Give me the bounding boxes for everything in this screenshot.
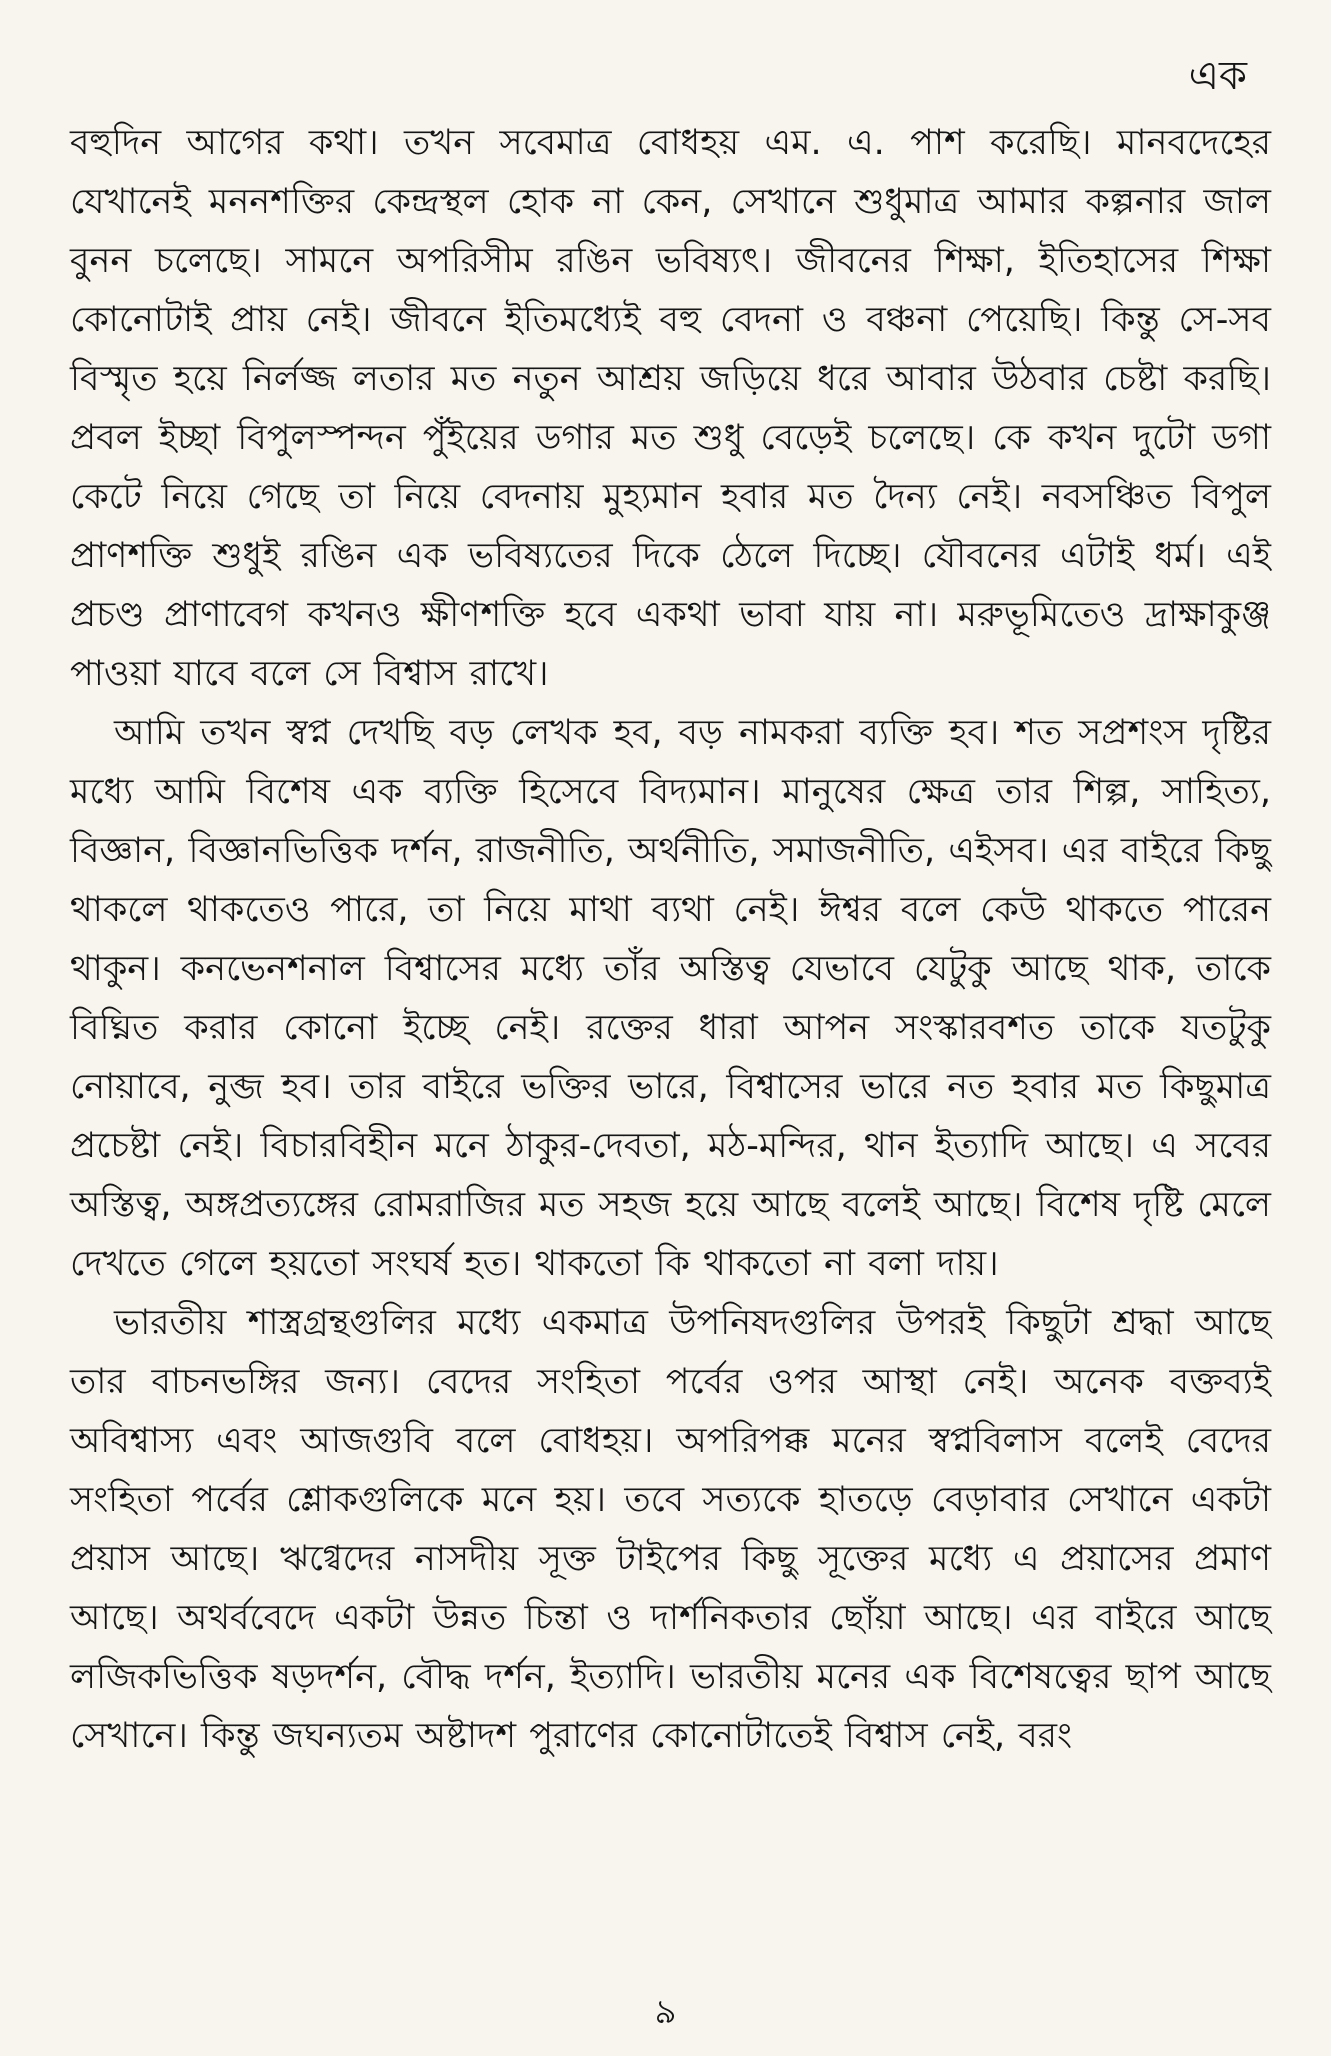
paragraph-3: ভারতীয় শাস্ত্রগ্রন্থগুলির মধ্যে একমাত্র উপনিষদগুলির উপরই কিছুটা শ্রদ্ধা আছে তার বাচনভঙ্গির জন্য। বেদের সংহিতা পর্বের ওপর আস্থা নেই। অনেক বক্তব্যই অবিশ্বাস্য এবং আজগুবি বলে বোধহয়। অপরিপক্ক মনের স্বপ্নবিলাস বলেই বেদের সংহিতা পর্বের শ্লোকগুলিকে মনে হয়। তবে সত্যকে হাতড়ে বেড়াবার সেখানে একটা প্রয়াস আছে। ঋগ্বেদের নাসদীয় সূক্ত টাইপের কিছু সূক্তের মধ্যে এ প্রয়াসের প্রমাণ আছে। অথর্ববেদে একটা উন্নত চিন্তা ও দার্শনিকতার ছোঁয়া আছে। এর বাইরে আছে লজিকভিত্তিক ষড়দর্শন, বৌদ্ধ দর্শন, ইত্যাদি। ভারতীয় মনের এক বিশেষত্বের ছাপ আছে সেখানে। কিন্তু জঘন্যতম অষ্টাদশ পুরাণের কোনোটাতেই বিশ্বাস নেই, বরং <box>70 1303 1271 1756</box>
chapter-title: এক <box>1188 53 1247 99</box>
paragraph-1: বহুদিন আগের কথা। তখন সবেমাত্র বোধহয় এম. এ. পাশ করেছি। মানবদেহের যেখানেই মননশক্তির কেন্দ্রস্থল হোক না কেন, সেখানে শুধুমাত্র আমার কল্পনার জাল বুনন চলেছে। সামনে অপরিসীম রঙিন ভবিষ্যৎ। জীবনের শিক্ষা, ইতিহাসের শিক্ষা কোনোটাই প্রায় নেই। জীবনে ইতিমধ্যেই বহু বেদনা ও বঞ্চনা পেয়েছি। কিন্তু সে-সব বিস্মৃত হয়ে নির্লজ্জ লতার মত নতুন আশ্রয় জড়িয়ে ধরে আবার উঠবার চেষ্টা করছি। প্রবল ইচ্ছা বিপুলস্পন্দন পুঁইয়ের ডগার মত শুধু বেড়েই চলেছে। কে কখন দুটো ডগা কেটে নিয়ে গেছে তা নিয়ে বেদনায় মুহ্যমান হবার মত দৈন্য নেই। নবসঞ্চিত বিপুল প্রাণশক্তি শুধুই রঙিন এক ভবিষ্যতের দিকে ঠেলে দিচ্ছে। যৌবনের এটাই ধর্ম। এই প্রচণ্ড প্রাণাবেগ কখনও ক্ষীণশক্তি হবে একথা ভাবা যায় না। মরুভূমিতেও দ্রাক্ষাকুঞ্জ পাওয়া যাবে বলে সে বিশ্বাস রাখে। <box>70 123 1271 694</box>
paragraph-2: আমি তখন স্বপ্ন দেখছি বড় লেখক হব, বড় নামকরা ব্যক্তি হব। শত সপ্রশংস দৃষ্টির মধ্যে আমি বিশেষ এক ব্যক্তি হিসেবে বিদ্যমান। মানুষের ক্ষেত্র তার শিল্প, সাহিত্য, বিজ্ঞান, বিজ্ঞানভিত্তিক দর্শন, রাজনীতি, অর্থনীতি, সমাজনীতি, এইসব। এর বাইরে কিছু থাকলে থাকতেও পারে, তা নিয়ে মাথা ব্যথা নেই। ঈশ্বর বলে কেউ থাকতে পারেন থাকুন। কনভেনশনাল বিশ্বাসের মধ্যে তাঁর অস্তিত্ব যেভাবে যেটুকু আছে থাক, তাকে বিঘ্নিত করার কোনো ইচ্ছে নেই। রক্তের ধারা আপন সংস্কারবশত তাকে যতটুকু নোয়াবে, নুব্জ হব। তার বাইরে ভক্তির ভারে, বিশ্বাসের ভারে নত হবার মত কিছুমাত্র প্রচেষ্টা নেই। বিচারবিহীন মনে ঠাকুর-দেবতা, মঠ-মন্দির, থান ইত্যাদি আছে। এ সবের অস্তিত্ব, অঙ্গপ্রত্যঙ্গের রোমরাজির মত সহজ হয়ে আছে বলেই আছে। বিশেষ দৃষ্টি মেলে দেখতে গেলে হয়তো সংঘর্ষ হত। থাকতো কি থাকতো না বলা দায়। <box>70 713 1271 1284</box>
page-number: ৯ <box>654 1992 677 2032</box>
